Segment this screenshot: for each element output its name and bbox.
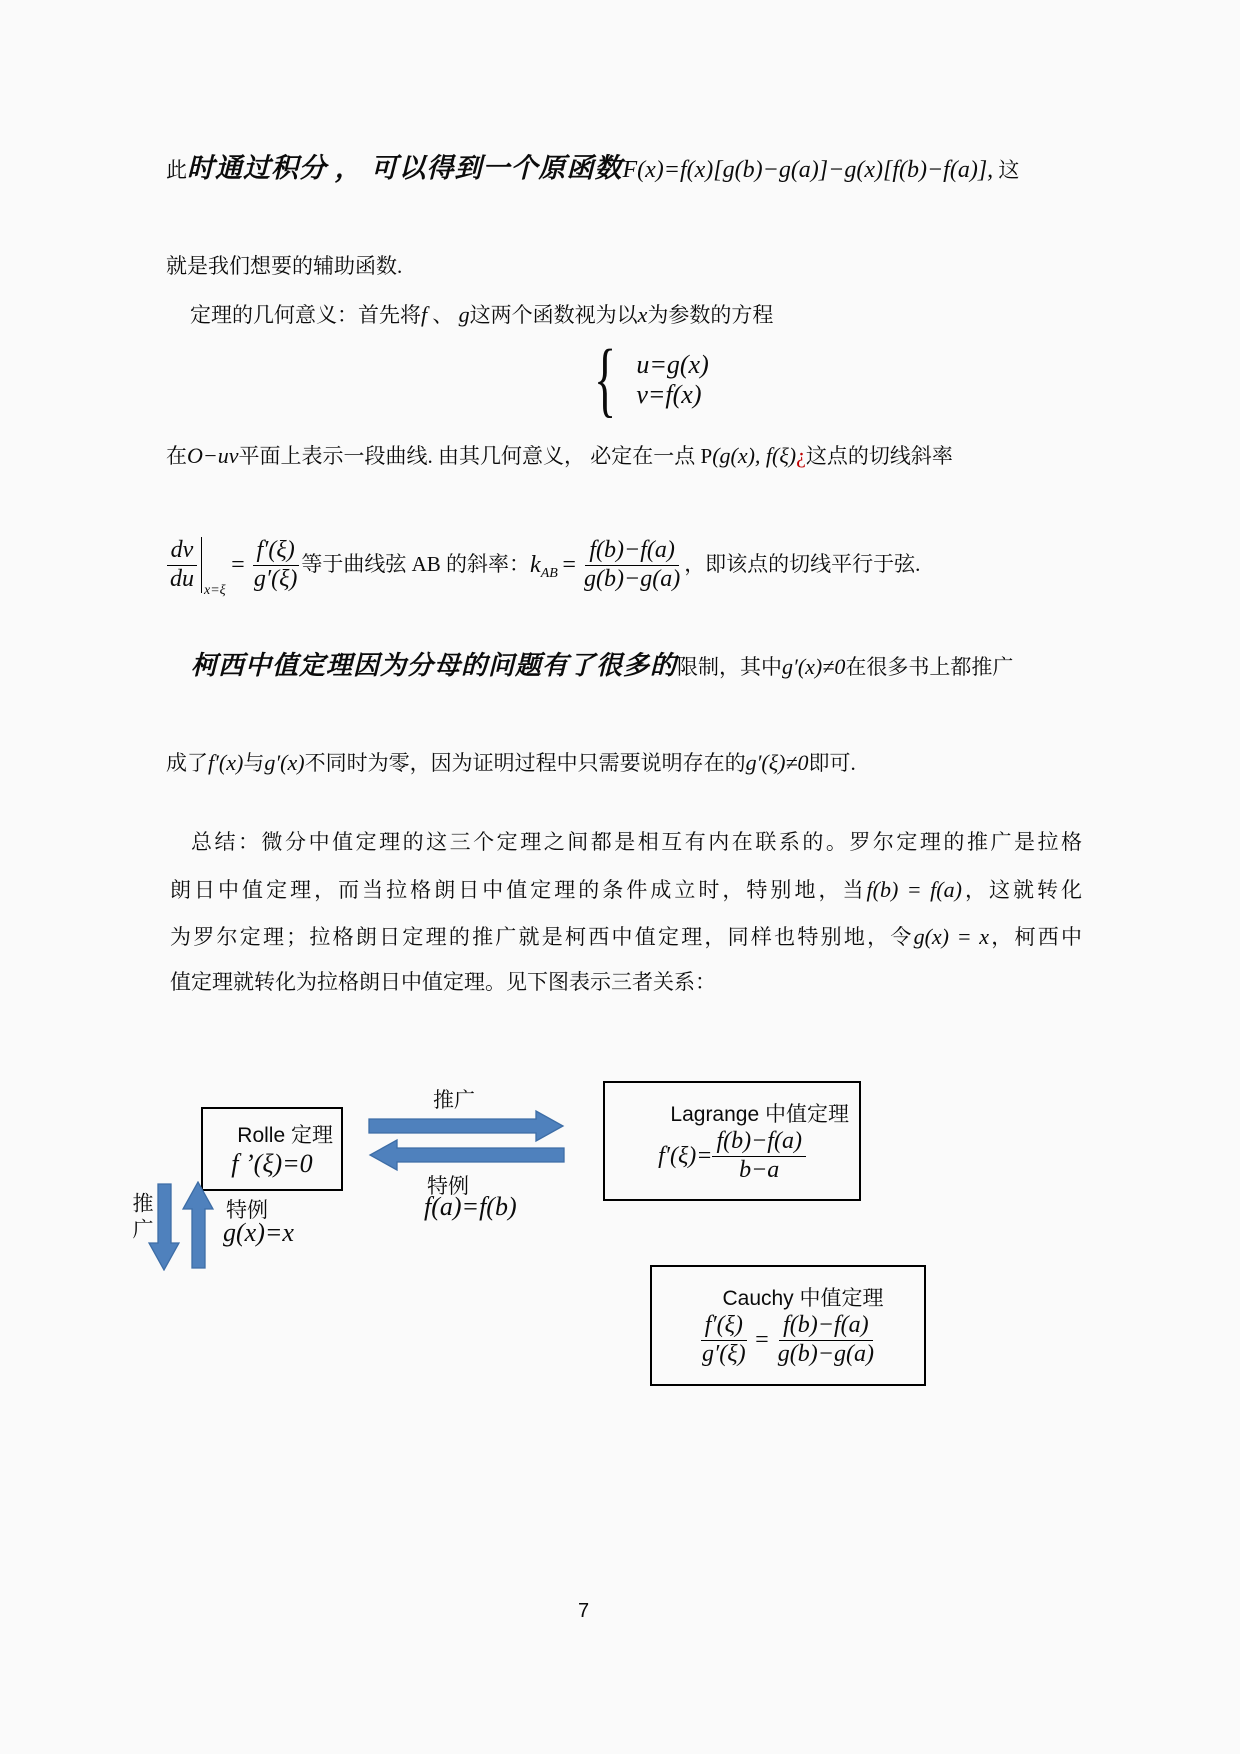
lagrange-box-title: Lagrange 中值定理 [670,1102,849,1126]
system-brace: { [594,333,617,426]
derivative-eval [166,536,226,599]
paragraph-4-text: 在 [166,444,187,468]
equation-system [594,333,709,426]
broken-equation-mark: ¿ [796,443,806,468]
paragraph-1-lead: 此 [166,158,187,182]
math-gx-eq-x: g(x) = x [913,924,990,949]
lagrange-denominator: b−a [739,1156,780,1183]
summary-line-4: 值定理就转化为拉格朗日中值定理。见下图表示三者关系： [170,970,716,994]
paragraph-6-text: 成了 [166,751,208,775]
equals-2: = [560,551,578,578]
slope-text: 等于曲线弦 AB 的斜率： [301,552,531,577]
summary-line-2-text2: ，这就转化 [961,878,1083,902]
summary-line-1: 总结：微分中值定理的这三个定理之间都是相互有内在联系的。罗尔定理的推广是拉格 [191,830,1082,854]
lagrange-lhs: f′(ξ)= [658,1142,713,1169]
var-f: f [421,302,428,327]
lagrange-numerator: f(b)−f(a) [712,1128,806,1157]
frac-fb-fa: f(b)−f(a) [585,537,679,566]
fprime-over-gprime [250,537,302,593]
paragraph-5-text2: 在很多书上都推广 [845,655,1014,679]
label-fa-eq-fb: f(a)=f(b) [424,1192,517,1221]
paragraph-4-text3: 这点的切线斜率 [805,444,953,468]
paragraph-5-text: 限制，其中 [677,655,783,679]
summary-line-2-text: 朗日中值定理，而当拉格朗日中值定理的条件成立时，特别地，当 [170,878,867,902]
up-arrow-special-case [182,1181,214,1269]
frac-dv: dv [167,537,198,566]
math-Ouv: O−uv [187,443,239,468]
frac-g-prime: g′(ξ) [253,565,298,592]
paragraph-6 [166,748,1096,779]
frac-f-prime: f′(ξ) [253,537,299,566]
slope-tail-text: ，即该点的切线平行于弦. [684,552,921,577]
paragraph-3-text3: 为参数的方程 [647,303,774,327]
paragraph-1-tail: 这 [993,158,1020,182]
summary-line-3-text: 为罗尔定理；拉格朗日定理的推广就是柯西中值定理，同样也特别地，令 [170,925,914,949]
var-g: g [458,302,470,327]
paragraph-2: 就是我们想要的辅助函数. [166,254,403,278]
math-fb-eq-fa: f(b) = f(a) [866,877,962,902]
secant-slope-fraction [580,537,684,593]
left-arrow-special-case [368,1138,565,1172]
frac-gb-ga: g(b)−g(a) [584,565,681,592]
rolle-theorem-box [201,1107,343,1191]
label-gx-eq-x: g(x)=x [223,1218,294,1247]
summary-line-3 [170,922,1082,953]
k-subscript: AB [540,566,558,581]
label-special-case-horizontal: 特例 [427,1175,469,1198]
paragraph-1 [166,150,1078,188]
cauchy-right-numerator: f(b)−f(a) [779,1312,873,1341]
lagrange-box-formula [605,1128,859,1184]
paragraph-5-emphasis: 柯西中值定理因为分母的问题有了很多的 [191,651,678,680]
label-special-case-vertical: 特例 [226,1199,268,1222]
cauchy-left-numerator: f′(ξ) [701,1312,747,1341]
slope-formula-line [166,506,920,624]
math-gprime-ne-0: g′(x)≠0 [782,654,846,679]
lagrange-theorem-box [603,1081,861,1201]
paragraph-1-emphasis: 时通过积分 ， 可以得到一个原函数 [187,153,623,183]
eval-bar [201,537,202,593]
equals-1: = [229,551,246,578]
paragraph-3-sep: 、 [427,303,459,327]
summary-line-3-text2: ，柯西中 [989,925,1083,949]
summary-line-2 [170,875,1082,906]
cauchy-box-formula [652,1312,924,1368]
math-fprime-x: f′(x) [208,750,244,775]
math-gprime-xi-ne-0: g′(ξ)≠0 [745,750,809,775]
math-point-P: (g(x), f(ξ) [712,443,797,468]
paragraph-3-text: 定理的几何意义：首先将 [190,303,421,327]
system-eq-2: v=f(x) [636,380,702,409]
label-generalize-horizontal: 推广 [433,1089,475,1112]
paragraph-6-text2: 与 [243,751,265,775]
rolle-box-formula: f ’(ξ)=0 [231,1149,313,1178]
frac-du: du [170,565,194,592]
paragraph-5 [191,648,1081,684]
page-number: 7 [578,1600,590,1622]
paragraph-6-text3: 不同时为零，因为证明过程中只需要说明存在的 [304,751,746,775]
paragraph-1-formula: F(x)=f(x)[g(b)−g(a)]−g(x)[f(b)−f(a)], [622,157,994,183]
cauchy-left-denominator: g′(ξ) [702,1341,746,1367]
paragraph-3 [190,300,773,331]
cauchy-theorem-box [650,1265,926,1386]
system-eq-1: u=g(x) [636,350,709,379]
cauchy-right-denominator: g(b)−g(a) [777,1341,874,1367]
paragraph-3-text2: 这两个函数视为以 [469,303,638,327]
rolle-box-title: Rolle 定理 [237,1124,333,1147]
math-gprime-x: g′(x) [264,750,305,775]
k-symbol: k [530,551,541,578]
eval-subscript: x=ξ [204,583,226,599]
cauchy-box-title: Cauchy 中值定理 [722,1287,884,1311]
paragraph-6-text4: 即可. [808,751,856,775]
cauchy-equals: = [753,1327,770,1353]
label-generalize-vertical: 推广 [130,1192,153,1244]
paragraph-4 [166,441,1096,472]
paragraph-4-text2: 平面上表示一段曲线. 由其几何意义， 必定在一点 P [238,444,713,468]
var-x: x [637,302,648,327]
